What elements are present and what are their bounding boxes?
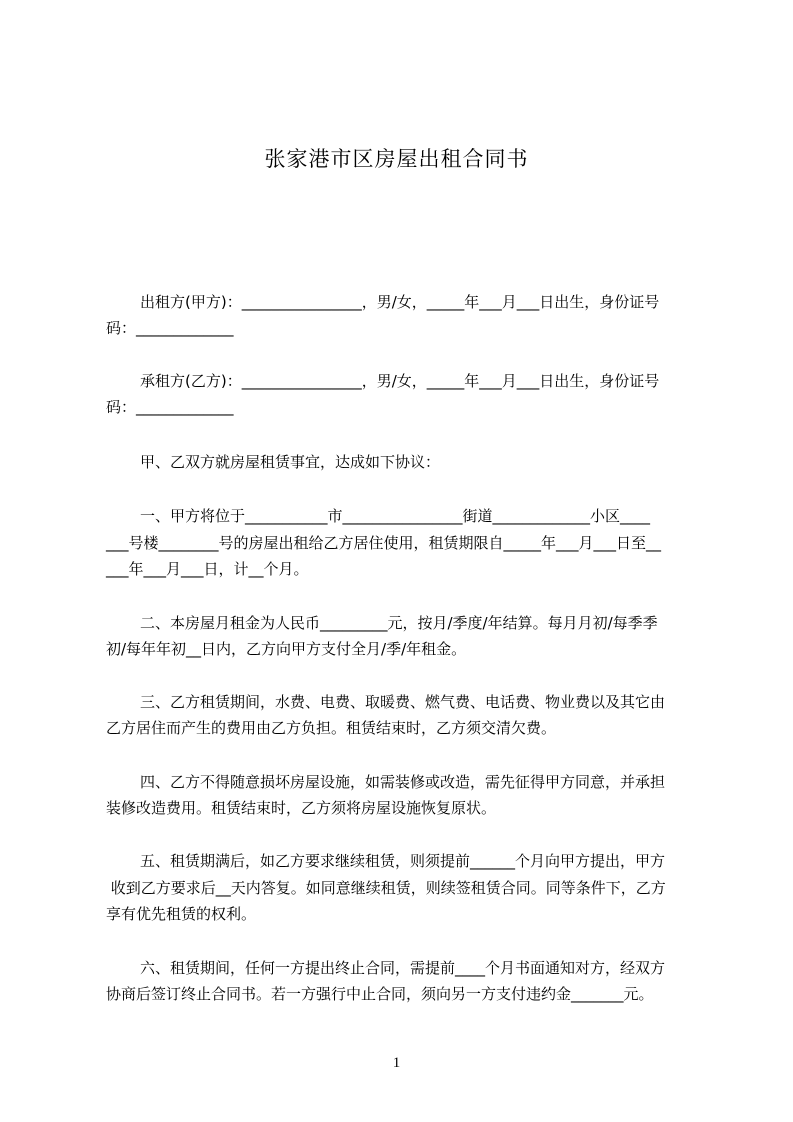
lessee-line-2: 码：_____________ xyxy=(106,398,234,416)
agreement-line: 甲、乙双方就房屋租赁事宜，达成如下协议： xyxy=(140,453,441,471)
clause-5-line-2: 收到乙方要求后__天内答复。如同意继续租赁，则续签租赁合同。同等条件下，乙方 xyxy=(106,879,666,897)
clause-4-line-1: 四、乙方不得随意损坏房屋设施，如需装修或改造，需先征得甲方同意，并承担 xyxy=(140,773,666,791)
clause-3-line-2: 乙方居住而产生的费用由乙方负担。租赁结束时，乙方须交清欠费。 xyxy=(106,719,557,737)
clause-1-line-1: 一、甲方将位于___________市________________街道_____________小区____ xyxy=(140,507,651,525)
clause-4-line-2: 装修改造费用。租赁结束时，乙方须将房屋设施恢复原状。 xyxy=(106,799,497,817)
clause-6-line-1: 六、租赁期间，任何一方提出终止合同，需提前____个月书面通知对方，经双方 xyxy=(140,959,666,977)
clause-2-line-2: 初/每年年初__日内，乙方向甲方支付全月/季/年租金。 xyxy=(106,640,467,658)
clause-6-line-2: 协商后签订终止合同书。若一方强行中止合同，须向另一方支付违约金_______元。 xyxy=(106,985,654,1003)
clause-2-line-1: 二、本房屋月租金为人民币_________元，按月/季度/年结算。每月月初/每季季 xyxy=(140,614,658,632)
document-title: 张家港市区房屋出租合同书 xyxy=(264,147,529,171)
page-number: 1 xyxy=(392,1055,401,1071)
lessee-line-1: 承租方(乙方)：________________，男/女，_____年___月___日出生，身份证号 xyxy=(140,372,660,390)
lessor-line-2: 码：_____________ xyxy=(106,319,234,337)
clause-3-line-1: 三、乙方租赁期间，水费、电费、取暖费、燃气费、电话费、物业费以及其它由 xyxy=(140,693,666,711)
clause-5-line-1: 五、租赁期满后，如乙方要求继续租赁，则须提前______个月向甲方提出，甲方 xyxy=(140,852,666,870)
lessor-line-1: 出租方(甲方)：________________，男/女，_____年___月___日出生，身份证号 xyxy=(140,293,660,311)
clause-1-line-2: ___号楼________号的房屋出租给乙方居住使用，租赁期限自_____年___月___日至__ xyxy=(106,534,662,552)
clause-1-line-3: ___年___月___日，计__个月。 xyxy=(106,560,309,578)
clause-5-line-3: 享有优先租赁的权利。 xyxy=(106,905,257,923)
